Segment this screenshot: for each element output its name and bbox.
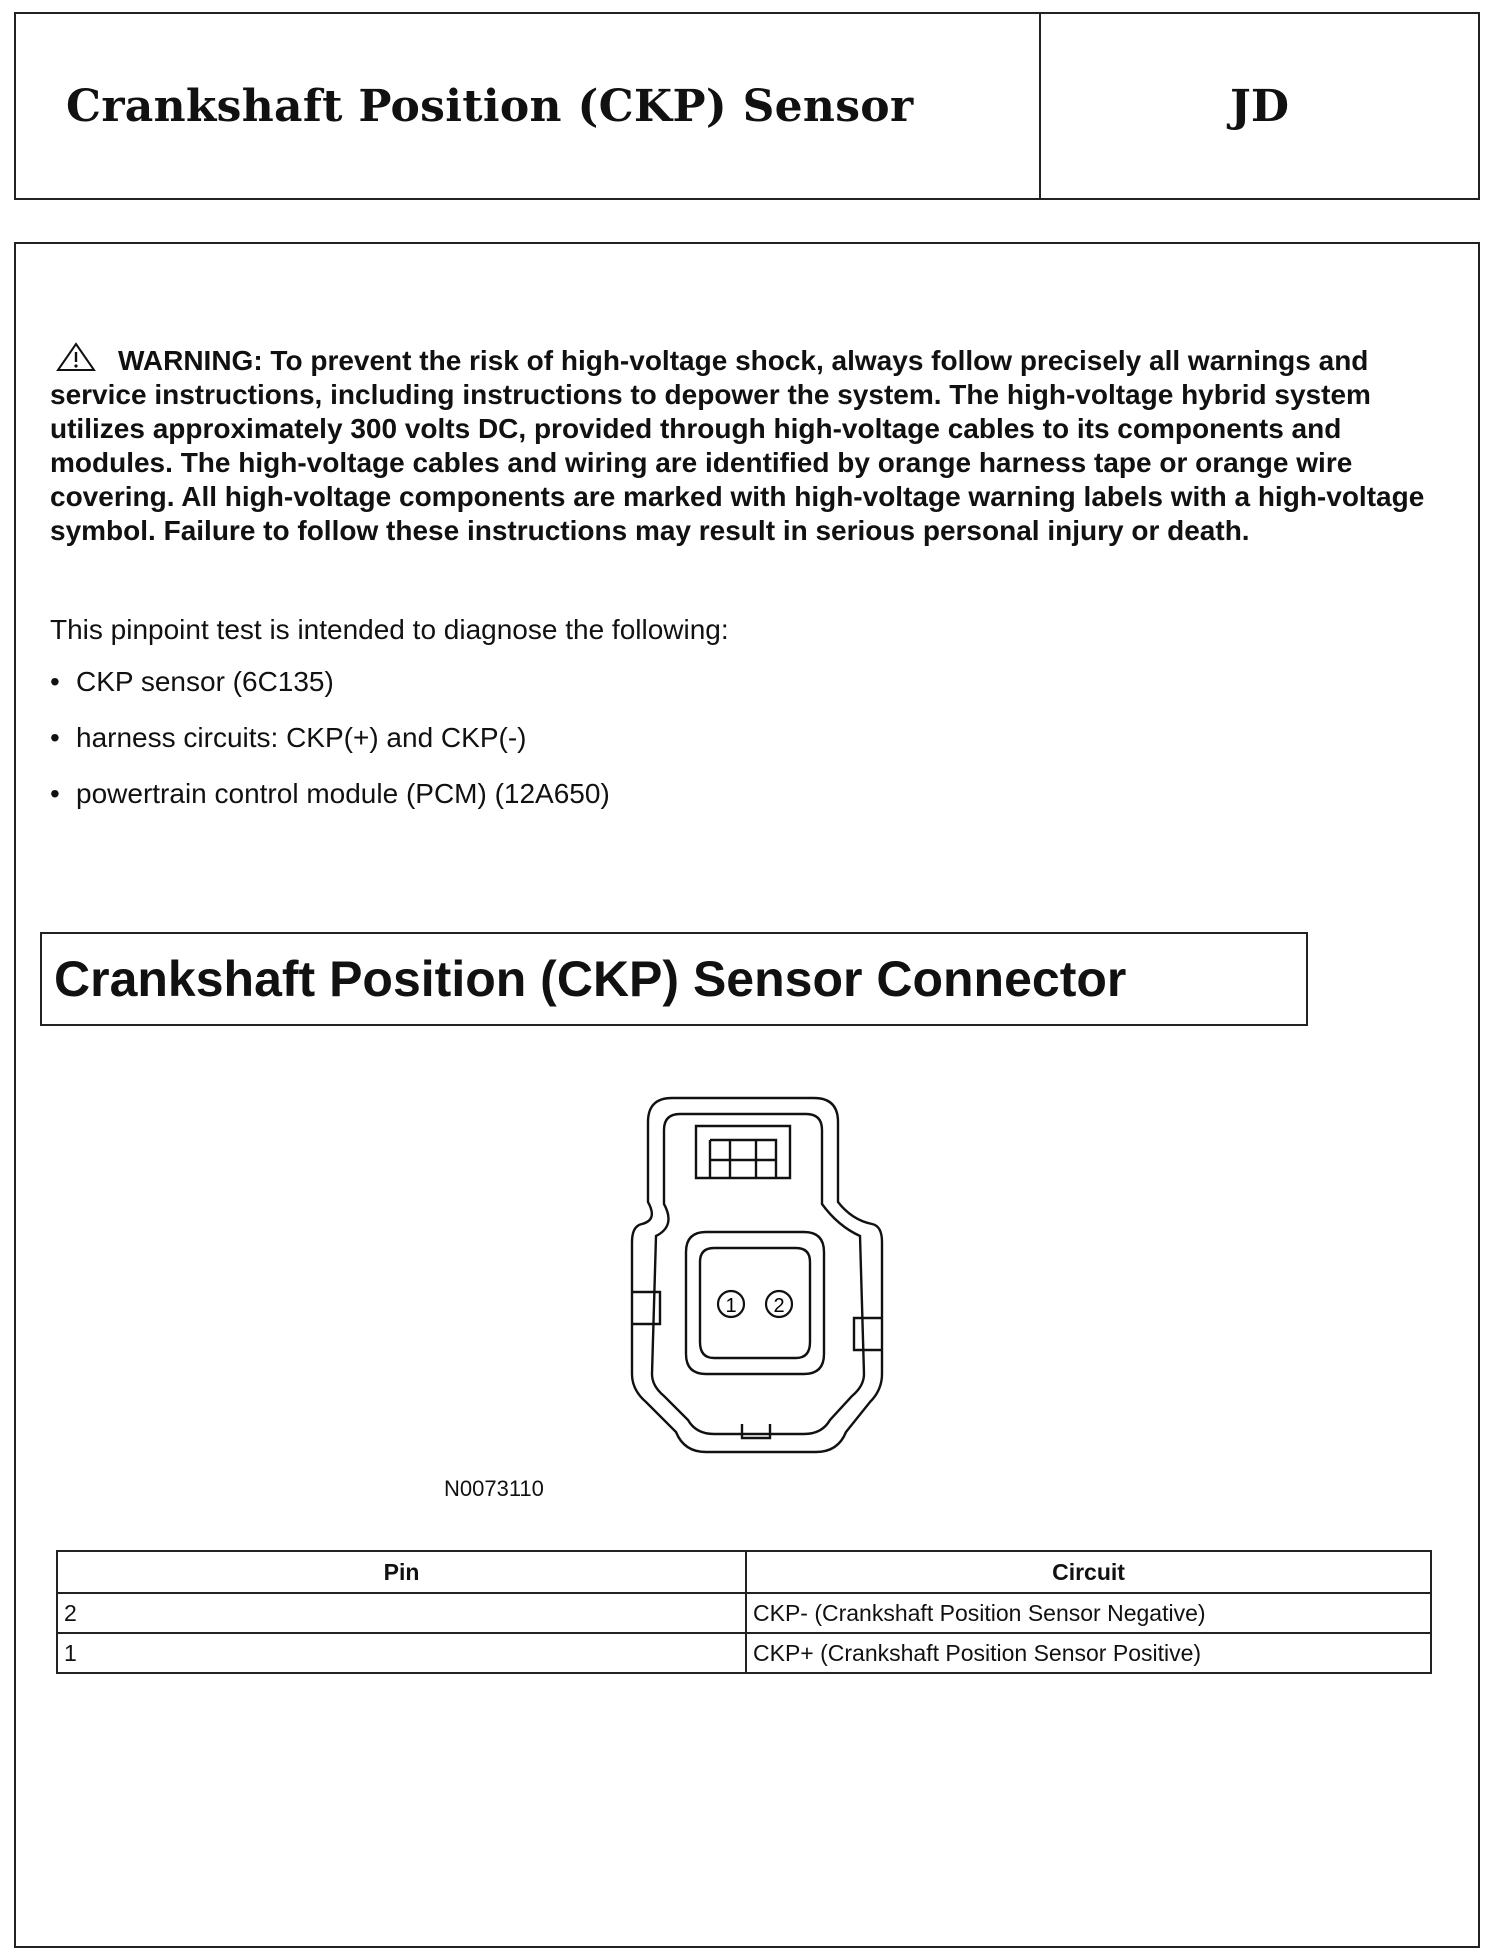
figure-id: N0073110 <box>444 1476 544 1501</box>
list-item: • harness circuits: CKP(+) and CKP(-) <box>50 718 610 774</box>
table-row <box>57 1633 1431 1673</box>
page-title: Crankshaft Position (CKP) Sensor <box>16 14 1041 198</box>
table-row <box>57 1593 1431 1633</box>
section-title: Crankshaft Position (CKP) Sensor Connector <box>40 932 1308 1026</box>
warning-text: WARNING: To prevent the risk of high-voltage shock, always follow precisely all warnings and service instructions, including instructions to depower the system. The high-voltage hybrid system utilizes approximately 300 volts DC, provided through high-voltage cables to its components and modules. The high-voltage cables and wiring are identified by orange harness tape or orange wire covering. All high-voltage components are marked with high-voltage warning labels with a high-voltage symbol. Failure to follow these instructions may result in serious personal injury or death. <box>50 345 1425 546</box>
pin-cell: 1 <box>57 1633 746 1673</box>
circuit-cell: CKP- (Crankshaft Position Sensor Negative) <box>746 1593 1431 1633</box>
list-item: • CKP sensor (6C135) <box>50 662 610 718</box>
connector-face-outer <box>686 1232 824 1374</box>
connector-face-inner <box>700 1248 810 1358</box>
warning-triangle-icon <box>56 342 96 372</box>
pin-cell: 2 <box>57 1593 746 1633</box>
list-item: • powertrain control module (PCM) (12A650) <box>50 774 610 830</box>
circuit-cell: CKP+ (Crankshaft Position Sensor Positive) <box>746 1633 1431 1673</box>
pin-table <box>56 1550 1432 1674</box>
connector-diagram <box>576 1092 936 1492</box>
content-box <box>14 242 1480 1948</box>
column-header-circuit: Circuit <box>746 1551 1431 1593</box>
page-header <box>14 12 1480 200</box>
pin-2-label: 2 <box>773 1295 785 1317</box>
page-code: JD <box>1230 80 1289 132</box>
intro-text: This pinpoint test is intended to diagnose the following: <box>50 614 729 645</box>
table-header-row <box>57 1551 1431 1593</box>
connector-inner-shell <box>652 1114 864 1434</box>
diagnosis-list <box>50 662 610 830</box>
column-header-pin: Pin <box>57 1551 746 1593</box>
pin-1-label: 1 <box>725 1295 737 1317</box>
warning-block <box>50 342 1460 548</box>
